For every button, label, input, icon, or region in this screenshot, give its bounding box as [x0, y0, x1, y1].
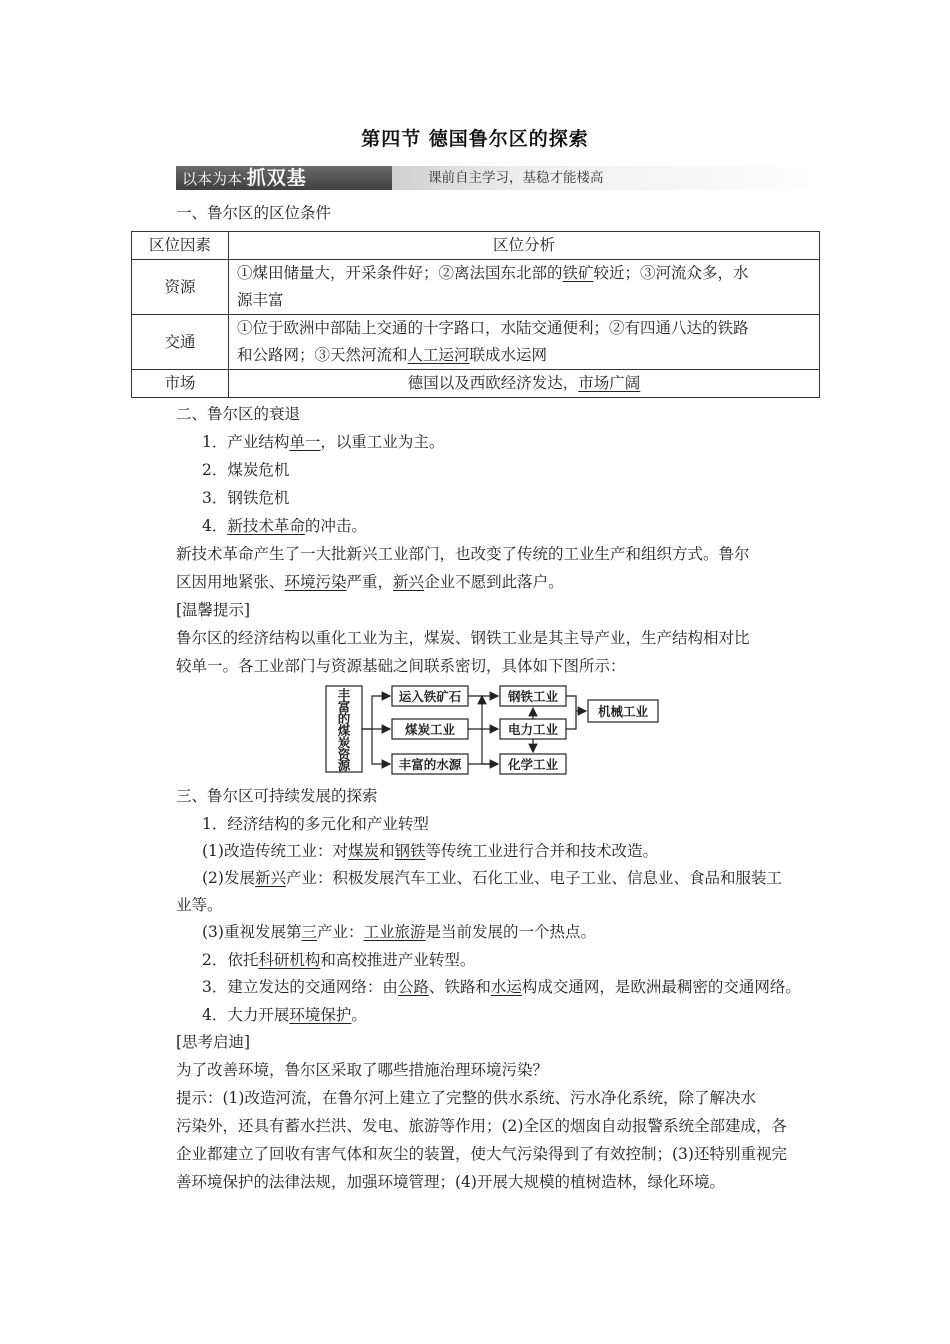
text: 的冲击。: [304, 517, 367, 535]
arrow-coal-chemical: [482, 729, 490, 764]
fill-in-answer: 环境污染: [284, 573, 347, 591]
list-item-continuation: 业等。: [176, 896, 223, 914]
answer-line: 提示：(1)改造河流，在鲁尔河上建立了完整的供水系统、污水净化系统，除了解决水: [176, 1089, 756, 1107]
fill-in-answer: 三: [301, 923, 317, 941]
table-row: [132, 315, 820, 370]
fill-in-answer: 水运: [490, 978, 522, 996]
list-item: 2．煤炭危机: [202, 461, 290, 479]
analysis-cell: [229, 260, 820, 315]
water-label: 丰富的水源: [398, 757, 462, 772]
cell-text: 较近；③河流众多，水: [593, 264, 749, 282]
cell-text: 联成水运网: [469, 346, 548, 364]
cell-text: 德国以及西欧经济发达，: [407, 374, 579, 392]
list-item: 1．经济结构的多元化和产业转型: [202, 815, 429, 833]
arrow-source-water: [372, 729, 390, 764]
cell-text: ①煤田储量大，开采条件好；②离法国东北部的: [237, 264, 563, 282]
analysis-cell: [229, 315, 820, 370]
text: 。: [351, 1006, 367, 1024]
cell-text: 和公路网；③天然河流和: [237, 346, 408, 364]
table-header-row: [132, 232, 820, 260]
text: 构成交通网，是欧洲最稠密的交通网络。: [521, 978, 801, 996]
arrow-source-iron: [362, 696, 390, 729]
power-label: 电力工业: [507, 722, 559, 737]
text: 4．大力开展: [202, 1006, 290, 1024]
industry-flow-diagram: [320, 682, 660, 782]
coal-label: 煤炭工业: [404, 722, 456, 737]
table-header-analysis: 区位分析: [229, 232, 820, 260]
answer-line: 善环境保护的法律法规，加强环境管理；(4)开展大规模的植树造林，绿化环境。: [176, 1173, 725, 1191]
table-row: [132, 260, 820, 315]
banner-label: [176, 166, 392, 190]
text: 、铁路和: [428, 978, 491, 996]
list-item: [202, 512, 852, 540]
text: 等传统工业进行合并和技术改造。: [425, 842, 659, 860]
tip-label: [温馨提示]: [176, 601, 251, 619]
fill-in-answer: 新兴: [254, 869, 286, 887]
source-char: 煤: [337, 723, 351, 738]
paragraph-line: [176, 568, 826, 596]
text: 和高校推进产业转型。: [320, 951, 476, 969]
fill-in-answer: 新兴: [393, 573, 425, 591]
table-row: [132, 370, 820, 398]
arrow-steel-machinery: [566, 696, 586, 711]
source-char: 富: [337, 699, 351, 714]
question: 为了改善环境，鲁尔区采取了哪些措施治理环境污染？: [176, 1061, 549, 1079]
factor-cell: 交通: [132, 315, 229, 370]
paragraph-line: 鲁尔区的经济结构以重化工业为主，煤炭、钢铁工业是其主导产业，生产结构相对比: [176, 629, 750, 647]
cell-text: ①位于欧洲中部陆上交通的十字路口，水陆交通便利；②有四通八达的铁路: [237, 319, 749, 337]
text: 1．产业结构: [202, 433, 290, 451]
analysis-cell: [229, 370, 820, 398]
fill-in-answer: 科研机构: [258, 951, 321, 969]
text: 4．: [202, 517, 228, 535]
source-char: 炭: [337, 735, 351, 750]
list-item: [202, 918, 852, 946]
answer-line: 企业都建立了回收有害气体和灰尘的装置，使大气污染得到了有效控制；(3)还特别重视完: [176, 1145, 787, 1163]
banner-label-a: 以本为本·: [182, 170, 247, 188]
list-item: [202, 864, 852, 892]
factor-cell: 资源: [132, 260, 229, 315]
fill-in-answer: 新技术革命: [227, 517, 305, 535]
text: ，以重工业为主。: [320, 433, 445, 451]
section3-heading: 三、鲁尔区可持续发展的探索: [176, 787, 378, 805]
text: 3．建立发达的交通网络：由: [202, 978, 398, 996]
source-char: 源: [337, 758, 351, 773]
text: 区因用地紧张、: [176, 573, 285, 591]
factor-cell: 市场: [132, 370, 229, 398]
text: (3)重视发展第: [202, 923, 302, 941]
text: (2)发展: [202, 869, 255, 887]
fill-in-answer: 钢铁: [394, 842, 426, 860]
source-char: 资: [337, 747, 351, 762]
text: (1)改造传统工业：对: [202, 842, 348, 860]
location-table: [131, 231, 820, 398]
fill-in-answer: 市场广阔: [578, 374, 641, 392]
section2-heading: 二、鲁尔区的衰退: [176, 405, 301, 423]
banner-label-b: 抓双基: [246, 167, 307, 189]
fill-in-answer: 工业旅游: [363, 923, 426, 941]
section1-heading: 一、鲁尔区的区位条件: [176, 204, 332, 222]
chemical-label: 化学工业: [507, 757, 559, 772]
list-item: 3．钢铁危机: [202, 489, 290, 507]
fill-in-answer: 铁矿: [562, 264, 594, 282]
arrow-power-machinery: [566, 711, 576, 729]
fill-in-answer: 公路: [397, 978, 429, 996]
text: 企业不愿到此落户。: [424, 573, 564, 591]
text: 和: [378, 842, 395, 860]
text: 是当前发展的一个热点。: [425, 923, 597, 941]
list-item: [202, 946, 852, 974]
fill-in-answer: 单一: [289, 433, 321, 451]
iron-ore-label: 运入铁矿石: [398, 689, 462, 704]
list-item: [202, 837, 852, 865]
list-item: [202, 428, 852, 456]
fill-in-answer: 人工运河: [407, 346, 470, 364]
list-item: [202, 1001, 852, 1029]
text: 产业：积极发展汽车工业、石化工业、电子工业、信息业、食品和服装工: [285, 869, 782, 887]
paragraph-line: 较单一。各工业部门与资源基础之间联系密切，具体如下图所示：: [176, 657, 626, 675]
cell-text: 源丰富: [237, 291, 284, 309]
text: 产业：: [316, 923, 364, 941]
source-char: 丰: [337, 687, 351, 702]
think-label: [思考启迪]: [176, 1033, 251, 1051]
fill-in-answer: 煤炭: [347, 842, 379, 860]
steel-label: 钢铁工业: [507, 689, 559, 704]
table-header-factor: 区位因素: [132, 232, 229, 260]
text: 严重，: [346, 573, 394, 591]
fill-in-answer: 环境保护: [289, 1006, 352, 1024]
banner-subtitle: 课前自主学习，基稳才能楼高: [428, 170, 604, 186]
section-banner: [176, 166, 820, 190]
paragraph-line: 新技术革命产生了一大批新兴工业部门，也改变了传统的工业生产和组织方式。鲁尔: [176, 545, 750, 563]
source-char: 的: [337, 711, 351, 726]
answer-line: 污染外，还具有蓄水拦洪、发电、旅游等作用；(2)全区的烟囱自动报警系统全部建成，各: [176, 1117, 787, 1135]
text: 2．依托: [202, 951, 259, 969]
page-title: 第四节 德国鲁尔区的探索: [361, 128, 589, 150]
list-item: [202, 973, 852, 1001]
machinery-label: 机械工业: [597, 704, 649, 719]
